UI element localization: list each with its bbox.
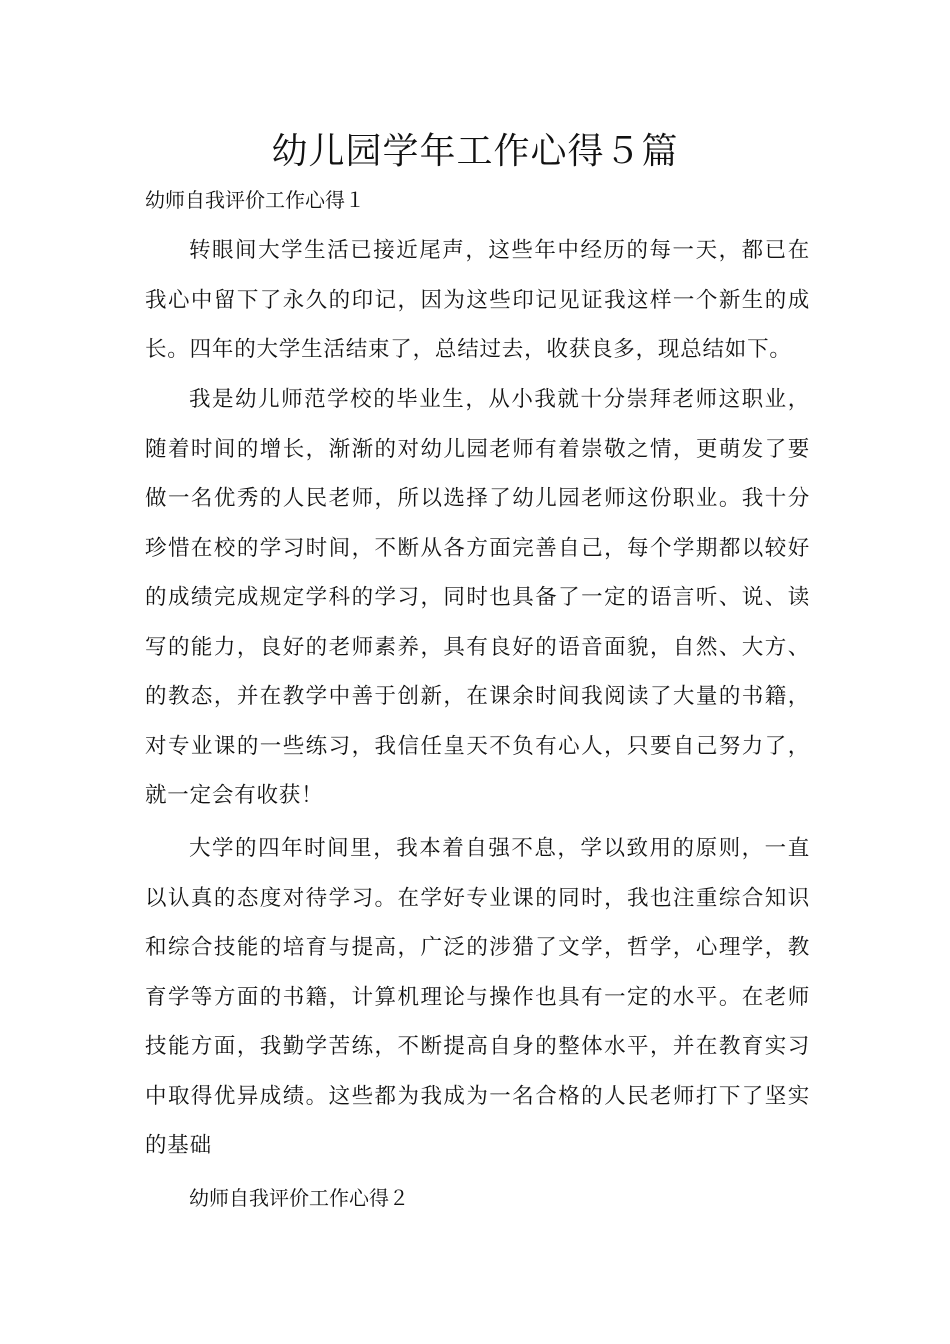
section-heading-1: 幼师自我评价工作心得１ <box>145 188 365 212</box>
paragraph-1: 转眼间大学生活已接近尾声，这些年中经历的每一天，都已在我心中留下了永久的印记，因为这些印记见证我这样一个新生的成长。四年的大学生活结束了，总结过去，收获良多，现总结如下。 <box>145 238 810 362</box>
document-title: 幼儿园学年工作心得５篇 <box>271 131 679 172</box>
paragraph-2: 我是幼儿师范学校的毕业生，从小我就十分崇拜老师这职业，随着时间的增长，渐渐的对幼儿园老师有着崇敬之情，更萌发了要做一名优秀的人民老师，所以选择了幼儿园老师这份职业。我十分珍惜在校的学习时间，不断从各方面完善自己，每个学期都以较好的成绩完成规定学科的学习，同时也具备了一定的语言听、说、读写的能力，良好的老师素养，具有良好的语音面貌，自然、大方、的教态，并在教学中善于创新，在课余时间我阅读了大量的书籍，对专业课的一些练习，我信任皇天不负有心人，只要自己努力了，就一定会有收获！ <box>145 387 810 808</box>
paragraph-3: 大学的四年时间里，我本着自强不息，学以致用的原则，一直以认真的态度对待学习。在学好专业课的同时，我也注重综合知识和综合技能的培育与提高，广泛的涉猎了文学，哲学，心理学，教育学等方面的书籍，计算机理论与操作也具有一定的水平。在老师技能方面，我勤学苦练，不断提高自身的整体水平，并在教育实习中取得优异成绩。这些都为我成为一名合格的人民老师打下了坚实的基础 <box>145 836 810 1158</box>
section-heading-2: 幼师自我评价工作心得２ <box>189 1186 409 1210</box>
